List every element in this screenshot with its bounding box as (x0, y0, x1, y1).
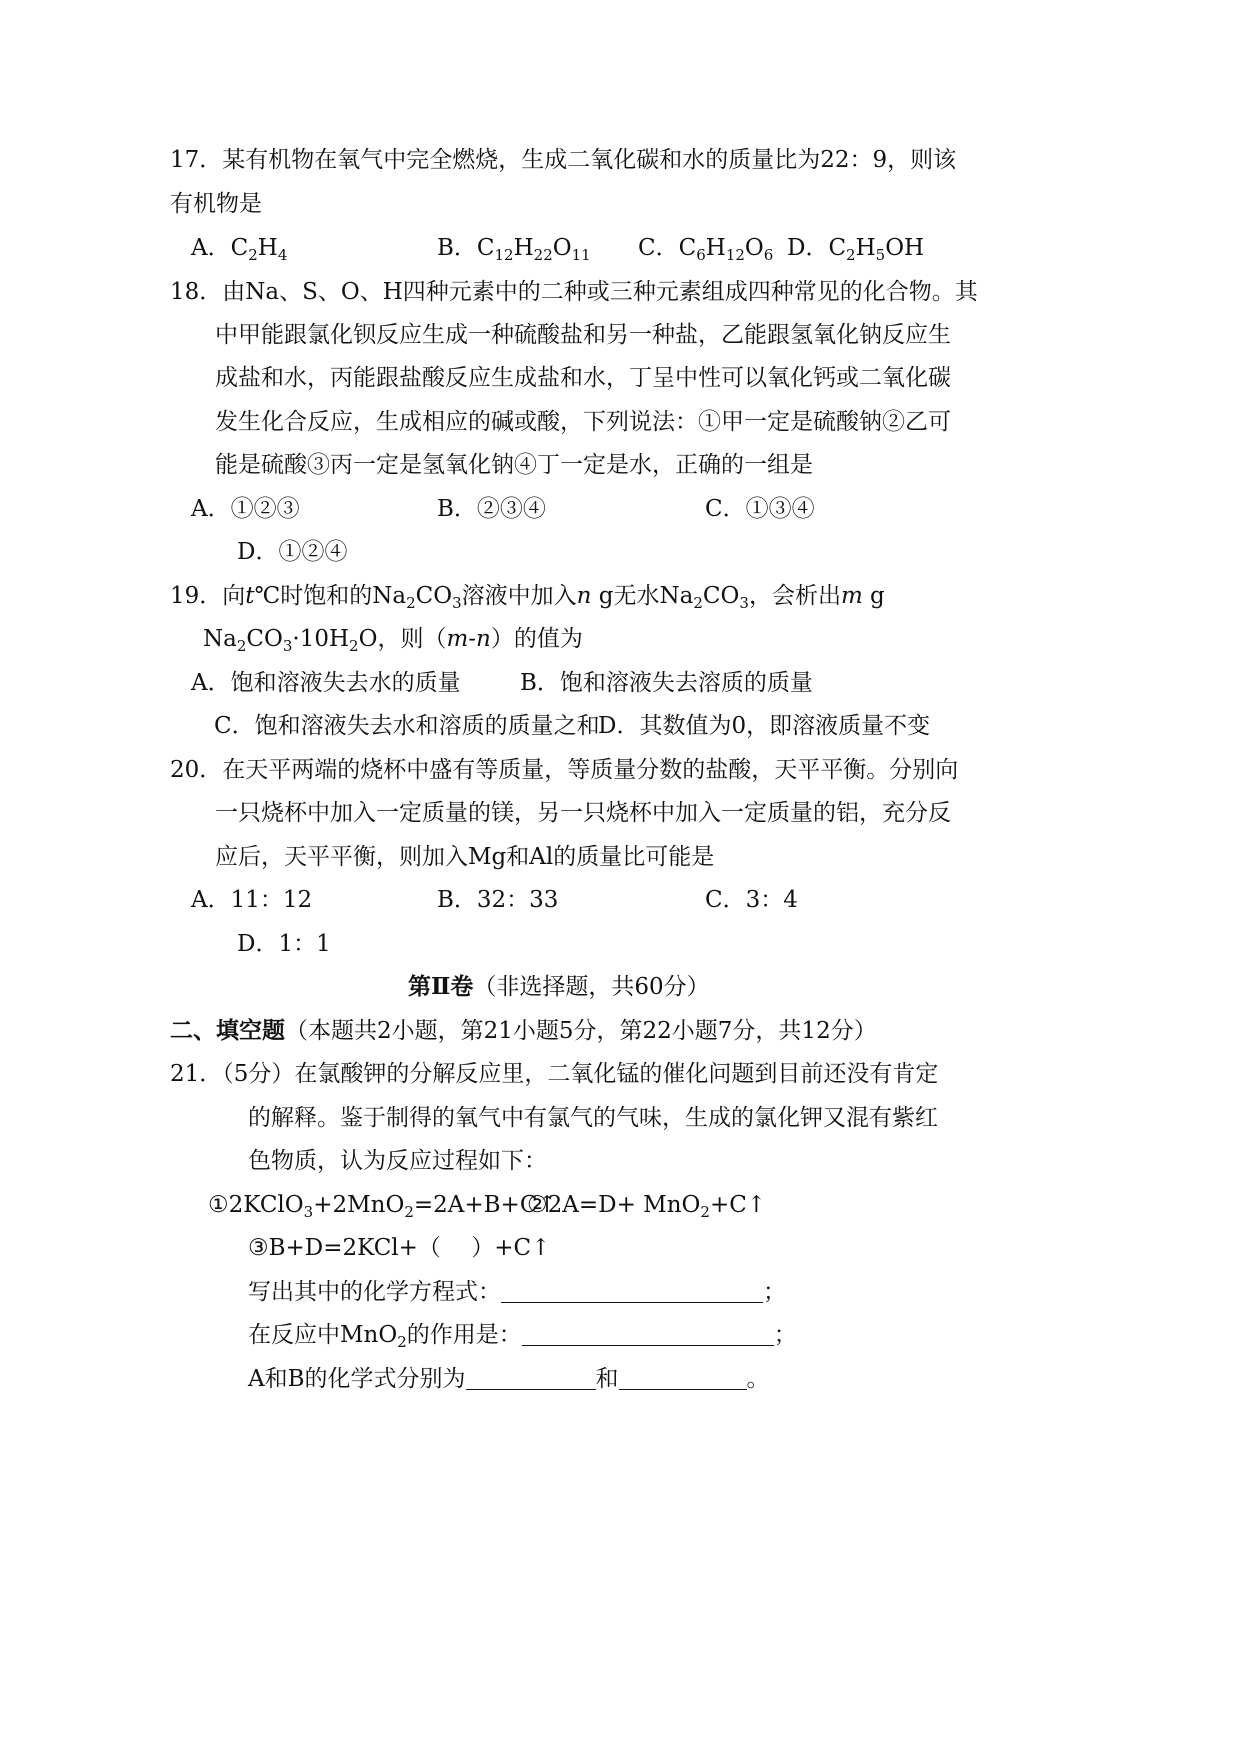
q18-stem-line5: 能是硫酸③丙一定是氢氧化钠④丁一定是水，正确的一组是 (215, 452, 813, 478)
q17-option-d: D．$C_2H_5OH$ (787, 235, 925, 264)
q21-prompt-formulas: A和B的化学式分别为 和 。 (248, 1366, 770, 1392)
q19-stem-line1: 19．向t℃时饱和的$Na_2CO_3$溶液中加入n g无水$Na_2CO_3$，会析出m g (170, 583, 885, 612)
answer-blank-equation[interactable] (501, 1280, 763, 1303)
part2-title: 第Ⅱ卷（非选择题，共60分） (408, 973, 710, 1000)
q21-reaction-3: ③B+D=2KCl+（ ）+C↑ (248, 1235, 551, 1261)
q20-option-b: B．32：33 (437, 887, 559, 913)
q19-option-b: B．饱和溶液失去溶质的质量 (520, 670, 813, 696)
answer-blank-role[interactable] (522, 1323, 774, 1346)
q21-prompt-equation: 写出其中的化学方程式： ； (248, 1279, 786, 1305)
q18-option-b: B．②③④ (437, 496, 546, 522)
section-heading: 二、填空题（本题共2小题，第21小题5分，第22小题7分，共12分） (170, 1017, 877, 1044)
q21-prompt-role: 在反应中MnO$_2$的作用是： ； (248, 1322, 797, 1351)
q18-option-c: C．①③④ (705, 496, 815, 522)
q17-option-b: B．$C_{12}H_{22}O_{11}$ (437, 235, 591, 264)
q19-option-a: A．饱和溶液失去水的质量 (191, 670, 461, 696)
q18-stem-line2: 中甲能跟氯化钡反应生成一种硫酸盐和另一种盐，乙能跟氢氧化钠反应生 (215, 322, 951, 348)
answer-blank-a[interactable] (466, 1367, 596, 1390)
answer-blank-b[interactable] (619, 1367, 747, 1390)
q21-stem-line3: 色物质，认为反应过程如下： (248, 1148, 547, 1174)
q20-stem-line3: 应后，天平平衡，则加入Mg和Al的质量比可能是 (215, 844, 715, 870)
q18-stem-line3: 成盐和水，丙能跟盐酸反应生成盐和水，丁呈中性可以氧化钙或二氧化碳 (215, 365, 951, 391)
q21-reaction-2: ②2A=D+ MnO$_2$+C↑ (527, 1192, 767, 1221)
q19-option-c: C．饱和溶液失去水和溶质的质量之和 (214, 713, 600, 739)
q18-stem-line1: 18．由Na、S、O、H四种元素中的二种或三种元素组成四种常见的化合物。其 (170, 279, 978, 305)
q19-stem-line2: $Na_2CO_3\cdot 10H_2O$，则（m-n）的值为 (203, 626, 583, 655)
q20-option-c: C．3：4 (705, 887, 798, 913)
q20-stem-line2: 一只烧杯中加入一定质量的镁，另一只烧杯中加入一定质量的铝，充分反 (215, 800, 951, 826)
q20-option-a: A．11：12 (191, 887, 313, 913)
q21-stem-line1: 21．（5分）在氯酸钾的分解反应里，二氧化锰的催化问题到目前还没有肯定 (170, 1061, 939, 1087)
q20-stem-line1: 20．在天平两端的烧杯中盛有等质量，等质量分数的盐酸，天平平衡。分别向 (170, 757, 959, 783)
q21-reaction-1: ①2KClO$_3$+2MnO$_2$=2A+B+C↑ (208, 1192, 557, 1221)
q20-option-d: D．1：1 (237, 931, 331, 957)
q17-option-c: C．$C_6H_{12}O_6$ (638, 235, 774, 264)
q18-stem-line4: 发生化合反应，生成相应的碱或酸，下列说法：①甲一定是硫酸钠②乙可 (215, 409, 951, 435)
q19-option-d: D．其数值为0，即溶液质量不变 (598, 713, 931, 739)
q18-option-d: D．①②④ (237, 539, 348, 565)
q17-stem-line2: 有机物是 (170, 191, 262, 217)
q17-option-a: A．$C_2H_4$ (191, 235, 288, 264)
q17-stem-line1: 17．某有机物在氧气中完全燃烧，生成二氧化碳和水的质量比为22：9，则该 (170, 147, 957, 173)
q21-stem-line2: 的解释。鉴于制得的氧气中有氯气的气味，生成的氯化钾又混有紫红 (248, 1105, 938, 1131)
q18-option-a: A．①②③ (191, 496, 300, 522)
